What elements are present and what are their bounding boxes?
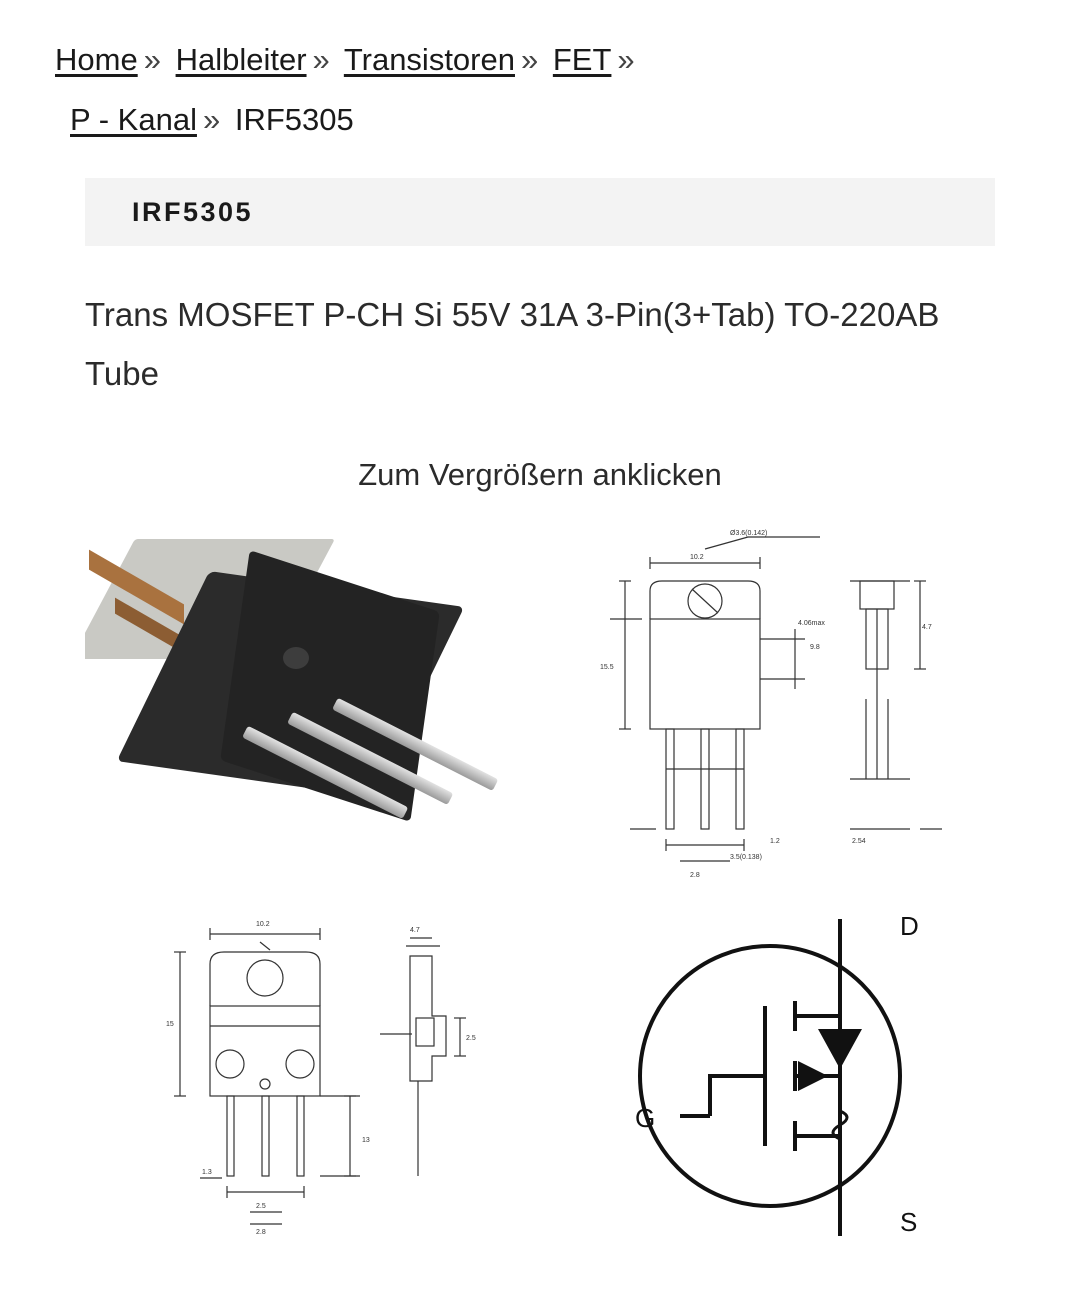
page-title: IRF5305 bbox=[132, 196, 254, 227]
breadcrumb-separator: » bbox=[202, 102, 221, 137]
svg-text:1.2: 1.2 bbox=[770, 837, 780, 845]
channel-arrow bbox=[798, 1061, 828, 1091]
gallery-image-product-photo[interactable] bbox=[85, 521, 535, 886]
svg-text:10.2: 10.2 bbox=[690, 553, 704, 561]
schematic-label-gate: G bbox=[635, 1103, 656, 1134]
gallery-image-schematic-symbol[interactable] bbox=[545, 896, 995, 1246]
svg-text:2.8: 2.8 bbox=[256, 1229, 266, 1237]
svg-text:4.7: 4.7 bbox=[922, 623, 932, 631]
product-photo[interactable] bbox=[85, 529, 535, 879]
breadcrumb-line-2 bbox=[55, 90, 1000, 150]
breadcrumb-separator: » bbox=[617, 42, 635, 77]
product-title-bar bbox=[85, 178, 995, 246]
svg-text:4.06max: 4.06max bbox=[798, 619, 825, 627]
gallery-image-mechanical-front[interactable] bbox=[545, 521, 995, 886]
schematic-label-drain: D bbox=[900, 911, 919, 942]
zoom-hint: Zum Vergrößern anklicken bbox=[358, 457, 722, 493]
breadcrumb-item-p-kanal[interactable]: P - Kanal bbox=[70, 102, 197, 137]
product-gallery bbox=[85, 521, 995, 1246]
mechanical-drawing-front[interactable] bbox=[570, 529, 970, 879]
breadcrumb-separator: » bbox=[143, 42, 161, 77]
breadcrumb-separator: » bbox=[312, 42, 330, 77]
mechanical-drawing-side[interactable] bbox=[110, 906, 510, 1236]
svg-text:2.5: 2.5 bbox=[466, 1035, 476, 1043]
package-marking-dot bbox=[283, 647, 309, 669]
breadcrumb-line-1 bbox=[55, 42, 641, 77]
breadcrumb-separator: » bbox=[520, 42, 539, 77]
body-diode-arrow bbox=[818, 1029, 862, 1069]
svg-text:2.54: 2.54 bbox=[852, 837, 866, 845]
svg-text:15.5: 15.5 bbox=[600, 663, 614, 671]
schematic-label-source: S bbox=[900, 1207, 918, 1238]
svg-text:10.2: 10.2 bbox=[256, 921, 270, 929]
svg-text:15: 15 bbox=[166, 1021, 174, 1029]
gallery-image-mechanical-side[interactable] bbox=[85, 896, 535, 1246]
svg-text:3.5(0.138): 3.5(0.138) bbox=[730, 853, 762, 861]
breadcrumb bbox=[0, 0, 1000, 150]
breadcrumb-item-current: IRF5305 bbox=[234, 102, 354, 137]
breadcrumb-item-halbleiter[interactable]: Halbleiter bbox=[175, 42, 307, 77]
svg-text:4.7: 4.7 bbox=[410, 927, 420, 935]
breadcrumb-item-fet[interactable]: FET bbox=[552, 42, 612, 77]
svg-text:Ø3.6(0.142): Ø3.6(0.142) bbox=[730, 529, 768, 537]
svg-text:2.8: 2.8 bbox=[690, 871, 700, 879]
schematic-symbol[interactable] bbox=[550, 901, 990, 1241]
svg-text:13: 13 bbox=[362, 1137, 370, 1145]
breadcrumb-item-home[interactable]: Home bbox=[55, 42, 138, 77]
svg-text:9.8: 9.8 bbox=[810, 643, 820, 651]
product-description: Trans MOSFET P-CH Si 55V 31A 3-Pin(3+Tab) TO-220AB Tube bbox=[85, 296, 940, 392]
breadcrumb-item-transistoren[interactable]: Transistoren bbox=[343, 42, 515, 77]
svg-text:2.5: 2.5 bbox=[256, 1203, 266, 1211]
svg-text:1.3: 1.3 bbox=[202, 1169, 212, 1177]
